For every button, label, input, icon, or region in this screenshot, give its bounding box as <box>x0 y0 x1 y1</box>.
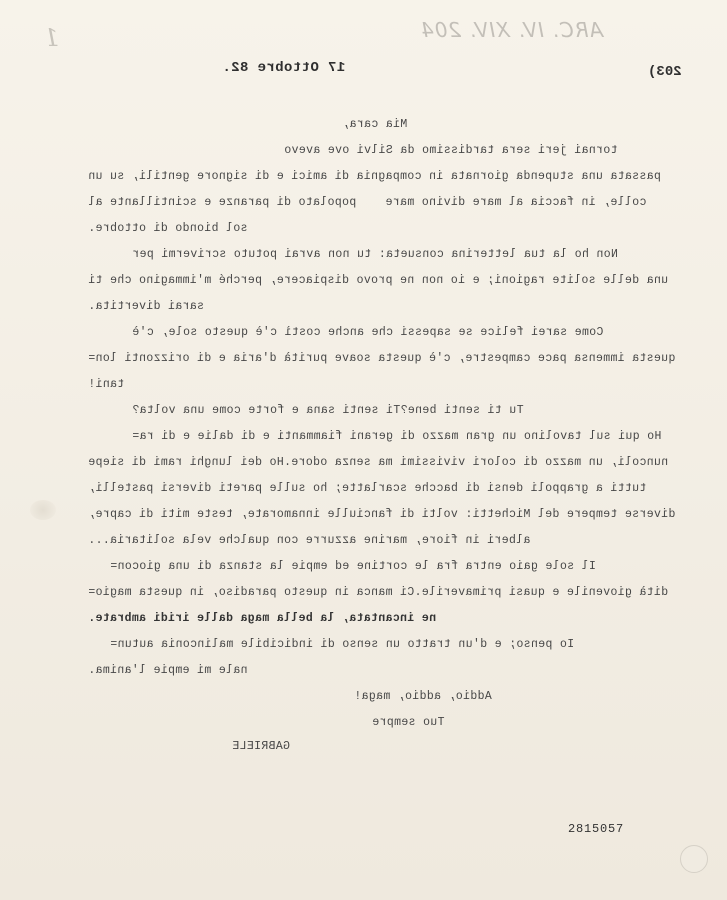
letter-signature: GABRIELE <box>232 740 291 753</box>
ink-smudge <box>30 500 56 520</box>
letter-line: Non ho la tua letterina consueta: tu non avrai potuto scrivermi per <box>132 248 618 261</box>
letter-line: colle, in faccia al mare divino mare popolato di paranze e scintillante al <box>88 196 647 209</box>
letter-date: 17 Ottobre 82. <box>222 60 346 76</box>
letter-greeting: Mia cara, <box>342 118 408 131</box>
letter-line: Come sarei felice se sapessi che anche costì c'è questo sole, c'è <box>132 326 604 339</box>
letter-line: sol biondo di ottobre. <box>88 222 248 235</box>
letter-line: Tu ti senti bene?Ti senti sana e forte come una volta? <box>132 404 524 417</box>
letter-line: dità giovenile e quasi primaverile.Ci manca in questo paradiso, in questa magio= <box>88 586 669 599</box>
letter-line: tani! <box>88 378 125 391</box>
letter-line: passata una stupenda giornata in compagnia di amici e di signore gentili, su un <box>88 170 661 183</box>
letter-line: nuncoli, un mazzo di colori vivissimi ma senza odore.Ho dei lunghi rami di siepe <box>88 456 669 469</box>
archive-mark: ARC. IV. XIV. 204 <box>420 18 604 42</box>
paper-stamp-circle <box>680 845 708 873</box>
letter-line: Il sole gaio entra fra le cortine ed empie la stanza di una giocon= <box>110 560 596 573</box>
archive-stamp-number: 2815057 <box>568 822 625 836</box>
letter-line: tutti a grappoli densi di bacche scarlatte; ho sulle pareti diversi pastelli, <box>88 482 647 495</box>
letter-closing: Tuo sempre <box>372 716 445 729</box>
letter-page-number: 203) <box>648 64 682 80</box>
letter-line: alberi in fiore, marine azzurre con qualche vela solitaria... <box>88 534 531 547</box>
letter-line: ne incantata, la bella maga dalle iridi ambrate. <box>88 612 437 625</box>
letter-line: questa immensa pace campestre, c'è questa soave purità d'aria e di orizzonti lon= <box>88 352 676 365</box>
pencil-page-number: 1 <box>44 24 60 52</box>
letter-line: diverse tempere del Michetti: volti di fanciulle innamorate, teste miti di capre, <box>88 508 676 521</box>
letter-line: nale mi empie l'anima. <box>88 664 248 677</box>
letter-farewell: Addio, addio, maga! <box>354 690 492 703</box>
letter-line: Ho qui sul tavolino un gran mazzo di gerani fiammanti e di dalie e di ra= <box>132 430 662 443</box>
letter-line: tornai jeri sera tardissimo da Silvi ove avevo <box>284 144 618 157</box>
letter-line: Io penso; e d'un tratto un senso di indicibile malinconia autun= <box>110 638 575 651</box>
letter-line: sarai divertita. <box>88 300 205 313</box>
letter-line: una delle solite ragioni; e io non ne provo dispiacere, perché m'immagino che ti <box>88 274 669 287</box>
